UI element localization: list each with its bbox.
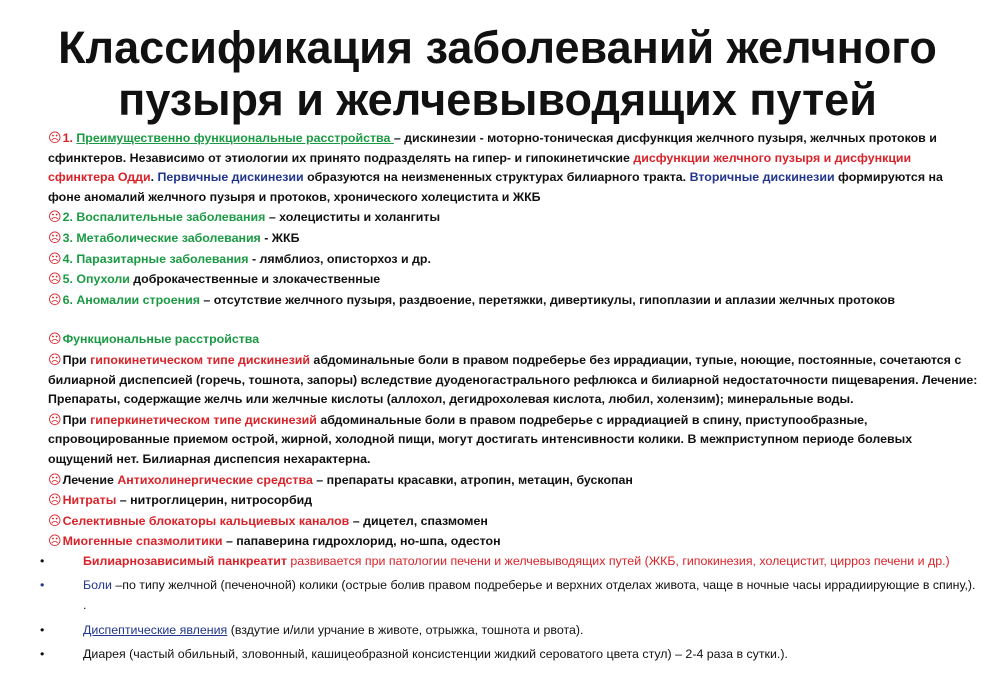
bullet-text: развивается при патологии печени и желчевыводящих путей (ЖКБ, гипокинезия, холецистит, цирроз печени и др.)	[286, 553, 950, 568]
para-text: – нитроглицерин, нитросорбид	[116, 493, 313, 508]
item-text: – дискинезии - моторно-тоническая дисфункция желчного пузыря, желчных протоков и сфинктеров. Независимо от этиологии их принято подразделять на гипер- и гипокинетичские	[48, 131, 937, 165]
highlight-hyperkinetic: гиперкинетическом типе дискинезий	[90, 412, 317, 427]
treatment-line-3	[48, 511, 978, 532]
highlight-drug-group: Селективные блокаторы кальциевых каналов	[62, 513, 350, 528]
section-heading: Функциональные расстройства	[62, 332, 260, 347]
sad-face-icon: ☹	[48, 291, 62, 307]
treatment-line-1	[48, 470, 978, 491]
para-text: – папаверина гидрохлорид, но-шпа, одестон	[222, 534, 501, 549]
sad-face-icon: ☹	[48, 492, 62, 508]
item-text: .	[150, 170, 158, 185]
title-line-2: пузыря и желчевыводящих путей	[118, 74, 877, 125]
bullet-text: (вздутие и/или урчание в животе, отрыжка, тошнота и рвота).	[227, 622, 584, 637]
page-title	[0, 22, 995, 126]
highlight-dysfunction: дисфункции желчного пузыря и дисфункции сфинктера Одди	[48, 150, 912, 185]
item-text: формируются на фоне аномалий желчного пузыря и протоков, хронического холецистита и ЖКБ	[48, 170, 943, 204]
sad-face-icon: ☹	[48, 512, 62, 528]
bullet-item-diarrhea	[40, 645, 978, 665]
classification-item-5	[48, 269, 978, 290]
treatment-line-2	[48, 490, 978, 511]
item-text: - ЖКБ	[260, 230, 300, 245]
bullet-text: Диарея (частый обильный, зловонный, кашицеобразной консистенции жидкий сероватого цвета стул) – 2-4 раза в сутки.).	[83, 647, 788, 662]
item-heading: 2. Воспалительные заболевания	[62, 210, 266, 225]
item-text: – холециститы и холангиты	[265, 210, 441, 225]
highlight-primary: Первичные дискинезии	[157, 170, 304, 185]
item-text: образуются на неизмененных структурах билиарного тракта.	[303, 170, 690, 185]
sad-face-icon: ☹	[48, 533, 62, 549]
bullet-icon: •	[40, 622, 45, 637]
highlight-drug-group: Антихолинергические средства	[117, 472, 313, 487]
spacer	[48, 310, 978, 329]
bullet-icon: •	[40, 578, 45, 593]
functional-heading	[48, 329, 978, 350]
sad-face-icon: ☹	[48, 351, 62, 367]
para-text: – дицетел, спазмомен	[349, 513, 488, 528]
item-text: – отсутствие желчного пузыря, раздвоение, перетяжки, дивертикулы, гипоплазии и аплазии желчных протоков	[199, 292, 896, 307]
para-text: При	[62, 412, 91, 427]
sad-face-icon: ☹	[48, 130, 62, 145]
item-text: доброкачественные и злокачественные	[129, 272, 381, 287]
highlight-secondary: Вторичные дискинезии	[689, 170, 835, 185]
item-heading: 4. Паразитарные заболевания	[62, 251, 249, 266]
item-heading: Преимущественно функциональные расстройства	[76, 131, 394, 145]
sad-face-icon: ☹	[48, 331, 62, 347]
para-text: Лечение	[62, 472, 118, 487]
item-heading: 6. Аномалии строения	[62, 292, 200, 307]
sad-face-icon: ☹	[48, 271, 62, 287]
sad-face-icon: ☹	[48, 411, 62, 427]
classification-item-6	[48, 290, 978, 311]
sad-face-icon: ☹	[48, 250, 62, 266]
bullet-item-pain	[40, 576, 978, 615]
bullet-icon: •	[40, 647, 45, 662]
hyperkinetic-paragraph	[48, 410, 978, 470]
highlight-drug-group: Миогенные спазмолитики	[62, 534, 223, 549]
highlight-pancreatitis: Билиарнозависимый панкреатит	[83, 553, 287, 568]
item-text: - лямблиоз, описторхоз и др.	[248, 251, 431, 266]
sad-face-icon: ☹	[48, 229, 62, 245]
para-text: абдоминальные боли в правом подреберье без иррадиации, тупые, ноющие, постоянные, сочетаются с билиарной диспепсией (горечь, тошнота, запоры) вследствие дуоденогастрального рефлюкса и билиарной недостаточности пищеварения. Лечение: Препараты, содержащие желчь или желчные кислоты (аллохол, дегидрохолевая кислота, любил, холензим); минеральные воды.	[48, 352, 978, 407]
hypokinetic-paragraph	[48, 350, 978, 410]
sad-face-icon: ☹	[48, 471, 62, 487]
item-heading: 3. Метаболические заболевания	[62, 230, 261, 245]
treatment-line-4	[48, 531, 978, 552]
highlight-hypokinetic: гипокинетическом типе дискинезий	[90, 352, 310, 367]
title-line-1: Классификация заболеваний желчного	[58, 22, 937, 73]
sad-face-icon: ☹	[48, 209, 62, 225]
bullet-item-pancreatitis	[40, 552, 978, 572]
item-number: 1.	[62, 131, 73, 145]
classification-item-4	[48, 249, 978, 270]
classification-item-2	[48, 207, 978, 228]
highlight-dyspepsia: Диспептические явления	[83, 622, 228, 637]
bullet-item-dyspepsia	[40, 621, 978, 641]
classification-item-3	[48, 228, 978, 249]
para-text: – препараты красавки, атропин, метацин, бускопан	[312, 472, 633, 487]
content-body	[40, 128, 978, 665]
bullet-text: –по типу желчной (печеночной) колики (острые болив правом подреберье и верхних отделах живота, чаще в ночные часы иррадиирующие в спину,). .	[83, 578, 976, 613]
highlight-pain: Боли	[83, 578, 112, 593]
para-text: При	[62, 352, 91, 367]
para-text: абдоминальные боли в правом подреберье с иррадиацией в спину, приступообразные, спровоцированные приемом острой, жирной, холодной пищи, могут достигать интенсивности колики. В межприступном периоде болевых ощущений нет. Билиарная диспепсия нехарактерна.	[48, 412, 913, 466]
highlight-drug-group: Нитраты	[62, 493, 117, 508]
item-heading: 5. Опухоли	[62, 272, 130, 287]
classification-item-1	[48, 128, 978, 207]
bullet-icon: •	[40, 553, 45, 568]
